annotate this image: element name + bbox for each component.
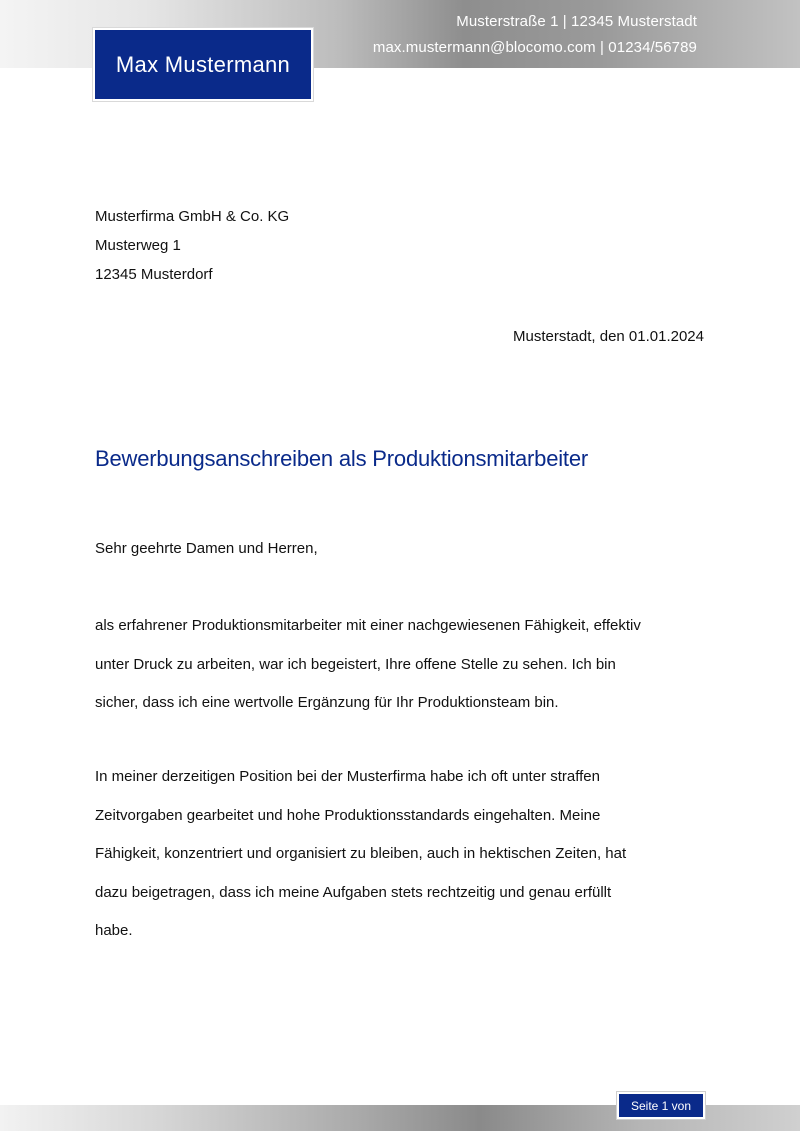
page-number-box	[617, 1092, 705, 1119]
paragraph-line: dazu beigetragen, dass ich meine Aufgaben stets rechtzeitig und genau erfüllt	[95, 883, 612, 901]
recipient-city: 12345 Musterdorf	[95, 266, 213, 283]
date-line: Musterstadt, den 01.01.2024	[513, 328, 704, 345]
page-number: Seite 1 von	[630, 1098, 692, 1113]
paragraph-line: habe.	[95, 922, 133, 939]
header-contact: max.mustermann@blocomo.com | 01234/56789	[372, 39, 697, 56]
recipient-company: Musterfirma GmbH & Co. KG	[95, 208, 290, 225]
paragraph-line: In meiner derzeitigen Position bei der Musterfirma habe ich oft unter straffen	[95, 768, 600, 785]
paragraph-line: Fähigkeit, konzentriert und organisiert zu bleiben, auch in hektischen Zeiten, hat	[95, 845, 627, 862]
paragraph-1	[95, 607, 715, 723]
sender-name: Max Mustermann	[115, 51, 291, 77]
name-box	[93, 28, 313, 101]
salutation: Sehr geehrte Damen und Herren,	[95, 540, 318, 557]
paragraph-line: unter Druck zu arbeiten, war ich begeistert, Ihre offene Stelle zu sehen. Ich bin	[95, 655, 616, 673]
recipient-street: Musterweg 1	[95, 237, 181, 254]
header-address: Musterstraße 1 | 12345 Musterstadt	[456, 13, 697, 30]
recipient-address	[95, 202, 289, 289]
paragraph-line: sicher, dass ich eine wertvolle Ergänzung für Ihr Produktionsteam bin.	[95, 694, 559, 711]
paragraph-line: als erfahrener Produktionsmitarbeiter mit einer nachgewiesenen Fähigkeit, effektiv	[95, 617, 641, 634]
paragraph-2	[95, 758, 715, 951]
paragraph-line: Zeitvorgaben gearbeitet und hohe Produktionsstandards eingehalten. Meine	[95, 806, 601, 824]
letter-subject: Bewerbungsanschreiben als Produktionsmitarbeiter	[95, 446, 589, 471]
